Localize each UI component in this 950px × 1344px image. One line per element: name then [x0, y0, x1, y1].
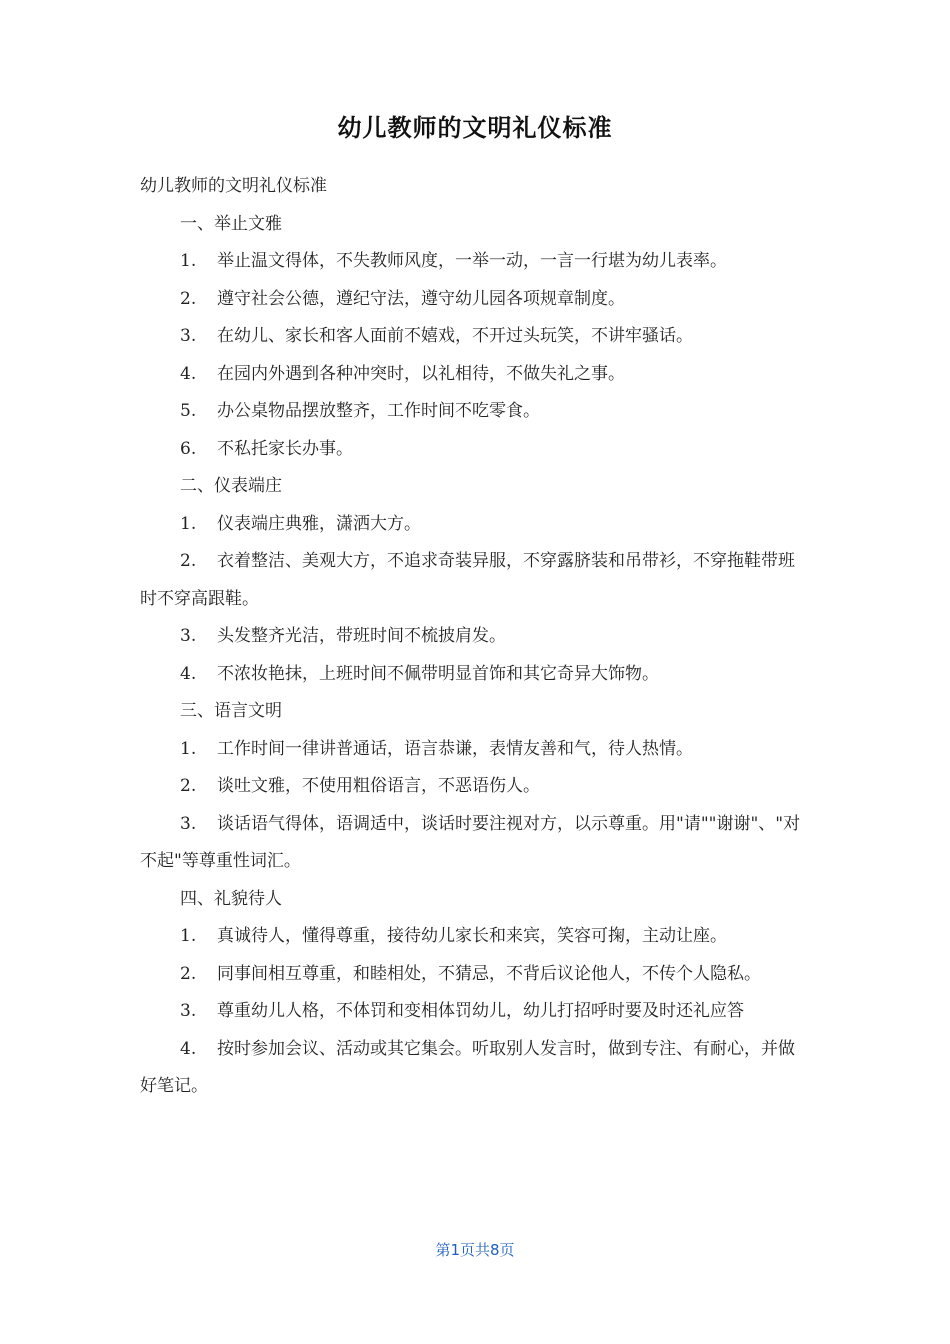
list-item: [140, 431, 805, 469]
list-item-text: 头发整齐光洁，带班时间不梳披肩发。: [217, 626, 506, 646]
list-item-text: 按时参加会议、活动或其它集会。听取别人发言时，做到专注、有耐心，并做好笔记。: [140, 1038, 795, 1096]
list-item: [140, 731, 805, 769]
list-item: [140, 281, 805, 319]
list-item: [140, 243, 805, 281]
list-item: [140, 618, 805, 656]
list-item-number: 6.: [180, 438, 197, 459]
list-item-number: 2.: [180, 776, 197, 796]
list-item-number: 4.: [180, 663, 197, 684]
section-heading: 二、仪表端庄: [180, 476, 282, 496]
list-item-number: 1.: [180, 251, 197, 271]
list-item: [140, 393, 805, 431]
document-body: [140, 168, 805, 1106]
section-heading: 三、语言文明: [180, 701, 282, 721]
list-item: [140, 806, 805, 881]
list-item: [140, 768, 805, 806]
section-heading: 四、礼貌待人: [180, 888, 282, 909]
list-item: [140, 318, 805, 356]
list-item-text: 谈吐文雅，不使用粗俗语言，不恶语伤人。: [217, 776, 540, 796]
list-item-number: 4.: [180, 363, 197, 384]
list-item-number: 2.: [180, 551, 197, 571]
list-item-number: 2.: [180, 963, 197, 984]
list-item: [140, 656, 805, 694]
list-item-number: 1.: [180, 926, 197, 946]
list-item-text: 不私托家长办事。: [217, 438, 353, 459]
list-item-text: 不浓妆艳抹，上班时间不佩带明显首饰和其它奇异大饰物。: [217, 663, 659, 684]
list-item-text: 谈话语气得体，语调适中，谈话时要注视对方，以示尊重。用"请""谢谢"、"对不起"等尊重性词汇。: [140, 813, 801, 871]
section-heading: 一、举止文雅: [180, 213, 282, 234]
list-item-number: 1.: [180, 513, 197, 534]
list-item: [140, 356, 805, 394]
list-item-number: 3.: [180, 813, 197, 834]
list-item-text: 同事间相互尊重，和睦相处，不猜忌，不背后议论他人，不传个人隐私。: [217, 963, 761, 984]
list-item-text: 仪表端庄典雅，潇洒大方。: [217, 513, 421, 534]
page-title: 幼儿教师的文明礼仪标准: [337, 114, 613, 142]
list-item: [140, 993, 805, 1031]
list-item-text: 遵守社会公德，遵纪守法，遵守幼儿园各项规章制度。: [217, 288, 625, 309]
list-item-text: 衣着整洁、美观大方，不追求奇装异服，不穿露脐装和吊带衫，不穿拖鞋带班时不穿高跟鞋。: [140, 551, 795, 609]
list-item-text: 在园内外遇到各种冲突时，以礼相待，不做失礼之事。: [217, 363, 625, 384]
list-item-text: 在幼儿、家长和客人面前不嬉戏，不开过头玩笑，不讲牢骚话。: [217, 326, 693, 346]
list-item: [140, 1031, 805, 1106]
list-item-text: 办公桌物品摆放整齐，工作时间不吃零食。: [217, 401, 540, 421]
page-number-footer: 第1页共8页: [435, 1241, 515, 1259]
list-item-number: 5.: [180, 401, 197, 421]
list-item: [140, 956, 805, 994]
list-item-number: 3.: [180, 326, 197, 346]
list-item: [140, 543, 805, 618]
list-item-text: 真诚待人，懂得尊重，接待幼儿家长和来宾，笑容可掬，主动让座。: [217, 926, 727, 946]
list-item: [140, 506, 805, 544]
document-subtitle: 幼儿教师的文明礼仪标准: [140, 176, 327, 196]
list-item-number: 1.: [180, 738, 197, 759]
list-item: [140, 918, 805, 956]
list-item-text: 尊重幼儿人格，不体罚和变相体罚幼儿，幼儿打招呼时要及时还礼应答: [217, 1001, 744, 1021]
list-item-text: 举止温文得体，不失教师风度，一举一动，一言一行堪为幼儿表率。: [217, 251, 727, 271]
list-item-number: 4.: [180, 1038, 197, 1059]
list-item-text: 工作时间一律讲普通话，语言恭谦，表情友善和气，待人热情。: [217, 738, 693, 759]
list-item-number: 3.: [180, 626, 197, 646]
list-item-number: 2.: [180, 288, 197, 309]
list-item-number: 3.: [180, 1001, 197, 1021]
